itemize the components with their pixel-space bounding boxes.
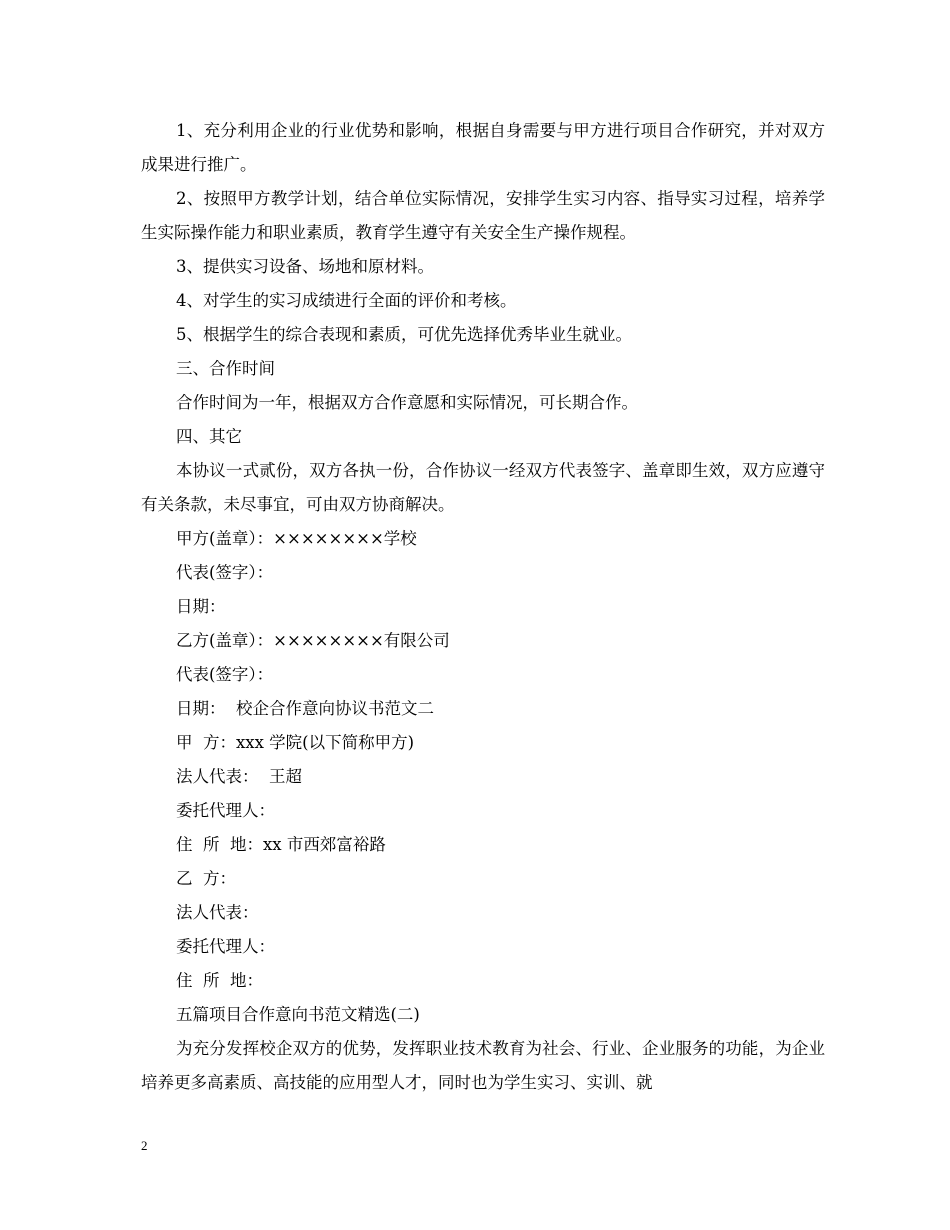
paragraph: 本协议一式贰份，双方各执一份，合作协议一经双方代表签字、盖章即生效，双方应遵守有关条款，未尽事宜，可由双方协商解决。 [141, 461, 825, 514]
signature-line: 甲方(盖章）：××××××××学校 [176, 529, 417, 548]
section-heading: 五篇项目合作意向书范文精选(二) [176, 1005, 420, 1024]
party-line: 乙 方： [176, 869, 236, 888]
paragraph: 5、根据学生的综合表现和素质，可优先选择优秀毕业生就业。 [176, 325, 632, 344]
signature-line: 乙方(盖章）：××××××××有限公司 [176, 631, 450, 650]
paragraph: 合作时间为一年，根据双方合作意愿和实际情况，可长期合作。 [176, 393, 638, 412]
signature-line: 代表(签字）： [176, 665, 274, 684]
party-line: 法人代表： 王超 [176, 767, 302, 786]
party-line: 法人代表： [176, 903, 259, 922]
paragraph: 4、对学生的实习成绩进行全面的评价和考核。 [176, 291, 517, 310]
document-body [141, 114, 825, 1100]
paragraph: 2、按照甲方教学计划，结合单位实际情况，安排学生实习内容、指导实习过程，培养学生实际操作能力和职业素质，教育学生遵守有关安全生产操作规程。 [141, 189, 825, 242]
section-heading: 三、合作时间 [176, 359, 275, 378]
party-line: 委托代理人： [176, 937, 275, 956]
date-line: 日期： 校企合作意向协议书范文二 [176, 699, 434, 718]
date-line: 日期： [176, 597, 226, 616]
paragraph: 3、提供实习设备、场地和原材料。 [176, 257, 434, 276]
party-line: 住 所 地： [176, 971, 263, 990]
party-line: 住 所 地：xx 市西郊富裕路 [176, 835, 386, 854]
section-heading: 四、其它 [176, 427, 242, 446]
party-line: 甲 方：xxx 学院(以下简称甲方) [176, 733, 415, 752]
signature-line: 代表(签字）： [176, 563, 274, 582]
party-line: 委托代理人： [176, 801, 275, 820]
page-number: 2 [141, 1138, 148, 1153]
paragraph: 为充分发挥校企双方的优势，发挥职业技术教育为社会、行业、企业服务的功能，为企业培养更多高素质、高技能的应用型人才，同时也为学生实习、实训、就 [141, 1039, 825, 1092]
paragraph: 1、充分利用企业的行业优势和影响，根据自身需要与甲方进行项目合作研究，并对双方成果进行推广。 [141, 121, 825, 174]
